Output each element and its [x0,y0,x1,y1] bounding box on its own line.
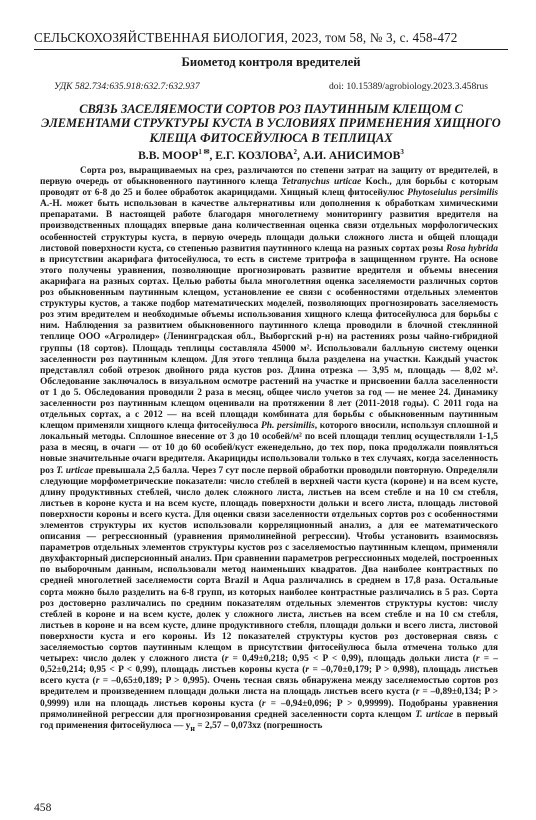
italic-term: Phytoseiulus persimilis [407,188,498,199]
abstract-segment: Сорта роз, выращиваемых на срез, различаются по степени затрат на защиту от вредителей, в первую очередь от обыкновенного паутинного клеща [40,166,498,188]
abstract-segment: = –0,70±0,179; P > 0,998), площадь листьев всего куста ( [40,665,498,687]
italic-term: r [415,687,420,698]
subscript-text: н [190,723,195,733]
running-head: СЕЛЬСКОХОЗЯЙСТВЕННАЯ БИОЛОГИЯ, 2023, том 58, № 3, с. 458-472 [34,30,458,45]
abstract-segment: = –0,52±0,214; 0,95 < P < 0,99), площадь листьев короны куста ( [40,654,498,676]
abstract-segment: превышала 2,5 балла. Через 7 сут после первой обработки проводили повторную. Определяли следующие морфометрические показатели: число стеблей в верхней части куста (короне) и на всем кусте, длину продуктивных стеблей, число долек сложного листа, листьев на всем стебле и на 10 см стебля, листьев в короне куста и на всем кусте, площадь поверхности дольки и всего листа, площадь листовой поверхности короны и всего куста. Для оценки связи заселенности отдельных сортов роз с особенностями элементов структуры их кустов использовали корреляционный анализ, а для ее математического описания — регрессионный (уравнения прямолинейной регрессии). Чтобы установить взаимосвязь параметров отдельных элементов структуры кустов роз с заселяемостью паутинным клещом, применяли двухфакторный дисперсионный анализ. При сравнении параметров регрессионных моделей, построенных по выборочным данным, использовали метод наименьших квадратов. Два наиболее контрастных по средней многолетней заселяемости сорта Brazil и Aqua различались в среднем в 17,8 раза. Остальные сорта можно было разделить на 6-8 групп, из которых наиболее контрастные различались в 5 раз. Сорта роз достоверно различались по средним показателям отдельных элементов структуры кустов: числу стеблей в короне и на всем кусте, долек у сложного листа, листьев на всем стебле и на 10 см стебля, листьев в короне и на всем кусте, длине продуктивного стебля, площади дольки и всего листа, листовой поверхности куста и его короны. Из 12 показателей структуры кустов роз достоверная связь с заселяемостью сортов паутинным клещом в присутствии фитосейулюса была отмечена только для четырех: число долек у сложного листа ( [40,465,498,665]
italic-term: r [224,654,229,665]
abstract-segment: Koch., для борьбы с которым проводят от 6-8 до 25 и более обработок акарицидами. Хищный клещ фитосейулюс [40,177,498,199]
author-affiliation-mark: 3 [400,148,404,156]
article-title: СВЯЗЬ ЗАСЕЛЯЕМОСТИ СОРТОВ РОЗ ПАУТИННЫМ КЛЕЩОМ С ЭЛЕМЕНТАМИ СТРУКТУРЫ КУСТА В УСЛОВИЯХ ПРИМЕНЕНИЯ ХИЩНОГО КЛЕЩА ФИТОСЕЙУЛЮСА В ТЕПЛИЦАХ [41,102,501,145]
author-affiliation-mark: 2 [293,148,298,156]
abstract-segment: A.-H. может быть использован в качестве альтернативы или дополнения к обработкам химическими препаратами. В настоящей работе благодаря многолетнему мониторингу развития вредителя на производственных площадях впервые дана количественная оценка связи отдельных морфологических особенностей структуры куста, в первую очередь площади дольки сложного листа и общей площади листовой поверхности куста, со степенью развития паутинного клеща на разных сортах розы [40,199,498,254]
abstract-segment: = –0,89±0,134; P > 0,9999) или на площадь листьев короны куста ( [40,687,498,709]
italic-term: T. urticae [56,465,94,476]
italic-term: Ph. persimilis [260,421,315,432]
udk-code: УДК 582.734:635.918:632.7:632.937 [54,81,200,92]
abstract-text [40,166,498,734]
abstract-segment: = 2,57 – 0,073xz (погрешность [194,720,323,731]
header-rule [34,49,508,50]
italic-term: r [95,676,100,687]
abstract-segment: в присутствии акарифага фитосейулюса, то есть в системе тритрофа в защищенном грунте. На основе этого получены уравнения, позволяющие прогнозировать развитие вредителя и объемы внесения акарифага на разных сортах. Целью работы была многолетняя оценка заселяемости различных сортов роз обыкновенным паутинным клещом, установление ее связи с особенностями отдельных элементов структуры кустов, а также подбор математических моделей, позволяющих прогнозировать заселяемость роз этим вредителем и необходимые объемы использования хищного клеща фитосейулюса для борьбы с ним. Наблюдения за развитием обыкновенного паутинного клеща проводили в блочной стеклянной теплице ООО «Агролидер» (Ленинградская обл., Выборгский р-н) на растениях розы чайно-гибридной группы (18 сортов). Площадь теплицы составляла 45000 м². Использовали балльную систему оценки заселенности роз паутинным клещом. Для этого теплица была разделена на участки. Каждый участок представлял собой отрезок двойного ряда кустов роз. Длина отрезка — 3,95 м, площадь — 8,02 м². Обследование заключалось в визуальном осмотре растений на участке и присвоении балла заселенности от 1 до 5. Обследования проводили 2 раза в месяц, общее число учетов за год — не менее 24. Динамику заселенности роз паутинным клещом оценивали на протяжении 8 лет (2011-2018 годы). С 2011 года на отдельных сортах, а с 2012 — на всей площади комбината для борьбы с обыкновенным паутинным клещом применяли хищного клеща фитосейулюса [40,254,498,432]
abstract-segment: = 0,49±0,218; 0,95 < P < 0,99), площадь дольки листа ( [228,654,476,665]
page-number: 458 [34,801,52,814]
italic-term: T. urticae [415,709,454,720]
author-name: А.И. АНИСИМОВ [302,148,401,162]
section-heading: Биометод контроля вредителей [181,55,361,69]
author-name: В.В. МООР [138,148,199,162]
abstract-segment: = –0,65±0,189; P > 0,995). Очень тесная связь обнаружена между заселяемостью сортов роз вредителем и произведением площади дольки листа на площадь листьев всего куста ( [40,676,498,698]
doi-link[interactable]: doi: 10.15389/agrobiology.2023.3.458rus [329,81,488,92]
italic-term: r [261,698,266,709]
italic-term: Tetranychus urticae [281,177,362,188]
article-meta [54,81,488,92]
abstract-segment: , которого вносили, используя сплошной и локальный методы. Сплошное внесение от 3 до 10 особей/м² по всей площади теплиц осуществляли 1-1,5 раза в месяц, в очаги — от 10 до 60 особей/куст еженедельно, до тех пор, пока продолжали появляться новые значительные очаги вредителя. Акарициды использовали только в тех случаях, когда заселенность роз [40,421,498,476]
abstract-segment: = –0,94±0,096; P > 0,99999). Подобраны уравнения прямолинейной регрессии для прогнозирования средней заселенности сорта клещом [40,698,498,720]
author-affiliation-mark: 1 ✉ [198,148,210,156]
italic-term: r [305,665,310,676]
author-list: В.В. $МООР^{1 ✉}$, Е.Г. КОЗЛОВА$^2$, А.И. АНИСИМОВ$^3$ [138,148,404,162]
abstract-segment: в первый год применения фитосейулюса — y [40,709,498,731]
author-name: Е.Г. КОЗЛОВА [215,148,294,162]
italic-term: Rosa hybrida [446,243,498,254]
italic-term: r [475,654,480,665]
